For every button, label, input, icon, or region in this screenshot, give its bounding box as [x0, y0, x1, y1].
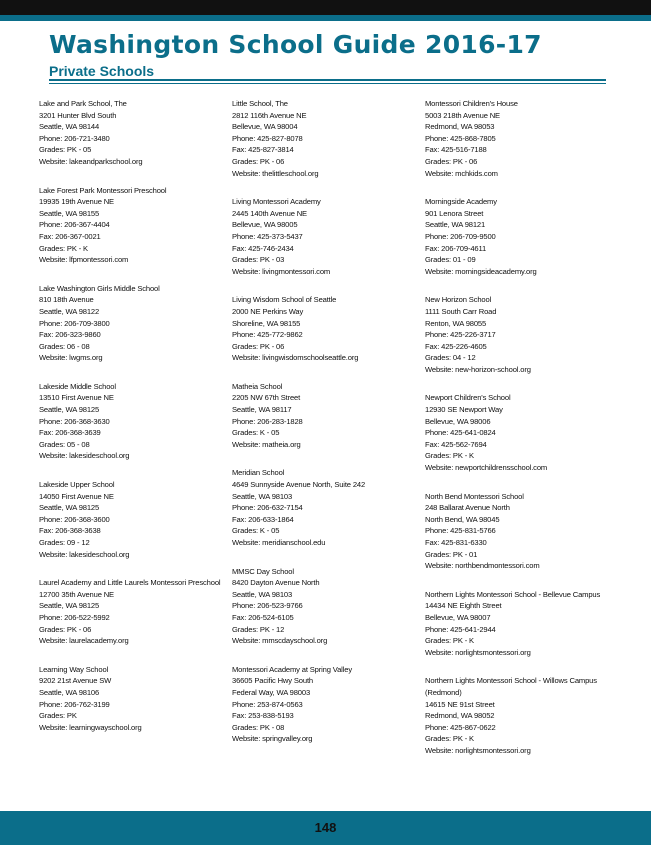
school-entry: [232, 381, 422, 451]
school-fax: Fax: 206-323-9860: [39, 330, 101, 340]
school-website: Website: livingmontessori.com: [232, 266, 331, 276]
school-entry: [232, 196, 422, 277]
school-grades: Grades: K - 05: [232, 428, 280, 438]
school-website: Website: mmscdayschool.org: [232, 636, 328, 646]
school-name: Newport Children's School: [425, 393, 511, 403]
school-grades: Grades: PK - K: [425, 734, 474, 744]
school-fax: Fax: 425-831-6330: [425, 538, 487, 547]
school-website: Website: norlightsmontessori.org: [425, 745, 531, 755]
school-phone: Phone: 206-709-3800: [39, 318, 110, 328]
school-name: New Horizon School: [425, 295, 492, 305]
school-grades: Grades: 04 - 12: [425, 353, 476, 363]
school-address-line: Seattle, WA 98122: [39, 306, 100, 316]
school-name: Laurel Academy and Little Laurels Montessori Preschool: [39, 578, 221, 588]
school-fax: Fax: 425-827-3814: [232, 145, 294, 155]
school-name: Lake Washington Girls Middle School: [39, 283, 160, 293]
school-address-line: Seattle, WA 98103: [232, 491, 293, 501]
school-address-line: 14050 First Avenue NE: [39, 491, 114, 501]
school-address-line: North Bend, WA 98045: [425, 514, 500, 524]
school-entry: [425, 294, 615, 375]
school-website: Website: livingwisdomschoolseattle.org: [232, 353, 359, 363]
school-fax: Fax: 206-368-3639: [39, 428, 101, 438]
section-subtitle: Private Schools: [49, 63, 155, 79]
school-entry: [425, 196, 615, 277]
school-address-line: 810 18th Avenue: [39, 295, 94, 305]
school-grades: Grades: K - 05: [232, 526, 280, 536]
school-name: Little School, The: [232, 99, 288, 108]
school-grades: Grades: PK - 03: [232, 255, 285, 265]
school-entry: [39, 185, 229, 266]
school-phone: Phone: 206-709-9500: [425, 231, 496, 241]
school-fax: Fax: 206-709-4611: [425, 243, 487, 253]
school-fax: Fax: 206-367-0021: [39, 231, 101, 241]
school-name: Lakeside Upper School: [39, 480, 115, 490]
school-address-line: Seattle, WA 98125: [39, 503, 100, 513]
school-address-line: 4649 Sunnyside Avenue North, Suite 242: [232, 480, 366, 490]
school-address-line: Seattle, WA 98117: [232, 405, 292, 415]
school-website: Website: lwgms.org: [39, 353, 103, 363]
school-entry: [425, 675, 615, 756]
school-website: Website: newportchildrensschool.com: [425, 463, 548, 473]
school-entry: [425, 491, 615, 572]
school-entry: [425, 589, 615, 659]
school-address-line: Seattle, WA 98106: [39, 687, 100, 697]
school-name: Living Wisdom School of Seattle: [232, 295, 337, 305]
school-name: Lake Forest Park Montessori Preschool: [39, 185, 167, 195]
school-address-line: 2205 NW 67th Street: [232, 393, 301, 403]
school-grades: Grades: PK - 08: [232, 722, 285, 732]
school-grades: Grades: PK - 06: [232, 156, 285, 166]
school-phone: Phone: 206-522-5992: [39, 612, 110, 622]
school-phone: Phone: 253-874-0563: [232, 699, 303, 709]
school-name: Lake and Park School, The: [39, 99, 127, 108]
school-address-line: Renton, WA 98055: [425, 318, 487, 328]
top-bar: [0, 0, 651, 15]
school-column-2: [232, 98, 422, 762]
school-grades: Grades: PK - K: [39, 243, 88, 253]
school-address-line: Federal Way, WA 98003: [232, 687, 311, 697]
school-entry: [232, 467, 422, 548]
school-grades: Grades: PK - K: [425, 451, 474, 461]
school-grades: Grades: 05 - 08: [39, 439, 90, 449]
header-rule-thin: [49, 83, 606, 84]
school-address-line: Bellevue, WA 98005: [232, 220, 298, 230]
school-fax: Fax: 425-562-7694: [425, 439, 487, 449]
school-fax: Fax: 425-746-2434: [232, 243, 294, 253]
school-fax: Fax: 206-368-3638: [39, 526, 101, 536]
school-entry: [39, 98, 229, 168]
school-grades: Grades: PK - 12: [232, 624, 285, 634]
school-grades: Grades: PK - 05: [39, 145, 92, 155]
school-website: Website: thelittleschool.org: [232, 168, 319, 178]
school-grades: Grades: PK - 06: [425, 156, 478, 166]
school-name: Morningside Academy: [425, 197, 497, 207]
school-phone: Phone: 206-523-9766: [232, 601, 303, 611]
school-name: MMSC Day School: [232, 566, 294, 576]
school-address-line: Seattle, WA 98155: [39, 208, 100, 218]
school-entry: [232, 566, 422, 647]
school-phone: Phone: 206-283-1828: [232, 416, 303, 426]
school-address-line: 2812 116th Avenue NE: [232, 110, 307, 120]
accent-strip: [0, 15, 651, 21]
school-phone: Phone: 206-367-4404: [39, 220, 110, 230]
school-address-line: Redmond, WA 98053: [425, 122, 495, 132]
school-address-line: 248 Ballarat Avenue North: [425, 503, 510, 513]
school-address-line: 2000 NE Perkins Way: [232, 306, 304, 316]
school-phone: Phone: 425-827-8078: [232, 133, 303, 143]
school-address-line: Seattle, WA 98103: [232, 589, 293, 599]
school-name: Living Montessori Academy: [232, 197, 321, 207]
school-website: Website: lakesideschool.org: [39, 451, 130, 461]
school-phone: Phone: 425-867-0622: [425, 722, 496, 732]
school-phone: Phone: 206-368-3600: [39, 514, 110, 524]
school-fax: Fax: 425-226-4605: [425, 341, 487, 351]
school-phone: Phone: 206-632-7154: [232, 503, 303, 513]
school-phone: Phone: 425-868-7805: [425, 133, 496, 143]
school-name: Meridian School: [232, 468, 285, 478]
school-grades: Grades: PK - 01: [425, 549, 478, 559]
school-phone: Phone: 206-762-3199: [39, 699, 110, 709]
school-address-line: Seattle, WA 98144: [39, 122, 100, 132]
school-entry: [232, 98, 422, 179]
school-address-line: 2445 140th Avenue NE: [232, 208, 307, 218]
school-name: Montessori Academy at Spring Valley: [232, 664, 352, 674]
school-grades: Grades: 06 - 08: [39, 341, 90, 351]
school-address-line: 12700 35th Avenue NE: [39, 589, 114, 599]
school-grades: Grades: PK - K: [425, 636, 474, 646]
page-title: Washington School Guide 2016-17: [49, 30, 542, 59]
school-address-line: 3201 Hunter Blvd South: [39, 110, 117, 120]
school-address-line: (Redmond): [425, 687, 462, 697]
school-fax: Fax: 253-838-5193: [232, 711, 294, 721]
school-address-line: Seattle, WA 98125: [39, 601, 100, 611]
school-phone: Phone: 425-373-5437: [232, 231, 303, 241]
school-website: Website: lakeandparkschool.org: [39, 156, 143, 166]
school-column-1: [39, 98, 229, 750]
school-entry: [39, 283, 229, 364]
school-phone: Phone: 425-226-3717: [425, 330, 496, 340]
school-phone: Phone: 425-641-0824: [425, 428, 496, 438]
school-grades: Grades: PK - 06: [232, 341, 285, 351]
school-website: Website: learningwayschool.org: [39, 722, 142, 732]
school-website: Website: norlightsmontessori.org: [425, 647, 531, 657]
school-website: Website: meridianschool.edu: [232, 538, 326, 547]
school-website: Website: laurelacademy.org: [39, 636, 129, 646]
school-website: Website: morningsideacademy.org: [425, 266, 537, 276]
school-address-line: 901 Lenora Street: [425, 208, 484, 218]
school-address-line: 14434 NE Eighth Street: [425, 601, 502, 611]
school-fax: Fax: 425-516-7188: [425, 145, 487, 155]
school-name: North Bend Montessori School: [425, 491, 524, 501]
school-address-line: Bellevue, WA 98006: [425, 416, 491, 426]
school-website: Website: matheia.org: [232, 439, 301, 449]
school-address-line: 36605 Pacific Hwy South: [232, 676, 313, 686]
school-phone: Phone: 206-721-3480: [39, 133, 110, 143]
school-grades: Grades: 01 - 09: [425, 255, 476, 265]
school-address-line: 14615 NE 91st Street: [425, 699, 495, 709]
school-phone: Phone: 206-368-3630: [39, 416, 110, 426]
school-name: Lakeside Middle School: [39, 381, 116, 391]
school-address-line: Bellevue, WA 98007: [425, 612, 491, 622]
school-grades: Grades: PK: [39, 711, 77, 721]
school-address-line: Shoreline, WA 98155: [232, 318, 301, 328]
school-address-line: 9202 21st Avenue SW: [39, 676, 112, 686]
school-name: Learning Way School: [39, 664, 109, 674]
school-phone: Phone: 425-641-2944: [425, 624, 496, 634]
school-fax: Fax: 206-524-6105: [232, 612, 294, 622]
school-phone: Phone: 425-831-5766: [425, 526, 496, 536]
header-rule: [49, 79, 606, 81]
school-address-line: Seattle, WA 98125: [39, 405, 100, 415]
school-website: Website: mchkids.com: [425, 168, 498, 178]
school-address-line: 19935 19th Avenue NE: [39, 197, 114, 207]
school-address-line: Bellevue, WA 98004: [232, 122, 298, 132]
school-entry: [232, 294, 422, 364]
school-website: Website: new-horizon-school.org: [425, 364, 531, 374]
school-address-line: 12930 SE Newport Way: [425, 405, 503, 415]
school-address-line: 13510 First Avenue NE: [39, 393, 114, 403]
school-address-line: 8420 Dayton Avenue North: [232, 578, 320, 588]
school-entry: [39, 664, 229, 734]
school-grades: Grades: 09 - 12: [39, 538, 90, 547]
school-address-line: Seattle, WA 98121: [425, 220, 486, 230]
school-website: Website: springvalley.org: [232, 734, 313, 744]
school-column-3: [425, 98, 615, 774]
school-website: Website: lfpmontessori.com: [39, 255, 129, 265]
school-address-line: 1111 South Carr Road: [425, 306, 497, 316]
school-website: Website: lakesideschool.org: [39, 549, 130, 559]
school-address-line: Redmond, WA 98052: [425, 711, 495, 721]
school-website: Website: northbendmontessori.com: [425, 561, 540, 571]
school-name: Montessori Children's House: [425, 99, 518, 108]
school-name: Matheia School: [232, 381, 283, 391]
school-entry: [39, 381, 229, 462]
school-grades: Grades: PK - 06: [39, 624, 92, 634]
school-fax: Fax: 206-633-1864: [232, 514, 294, 524]
school-name: Northern Lights Montessori School - Bellevue Campus: [425, 589, 601, 599]
school-entry: [39, 577, 229, 647]
school-entry: [425, 98, 615, 179]
school-name: Northern Lights Montessori School - Willows Campus: [425, 676, 597, 686]
school-address-line: 5003 218th Avenue NE: [425, 110, 500, 120]
school-entry: [425, 392, 615, 473]
school-entry: [232, 664, 422, 745]
page-number: 148: [314, 820, 337, 835]
school-phone: Phone: 425-772-9862: [232, 330, 303, 340]
school-entry: [39, 479, 229, 560]
